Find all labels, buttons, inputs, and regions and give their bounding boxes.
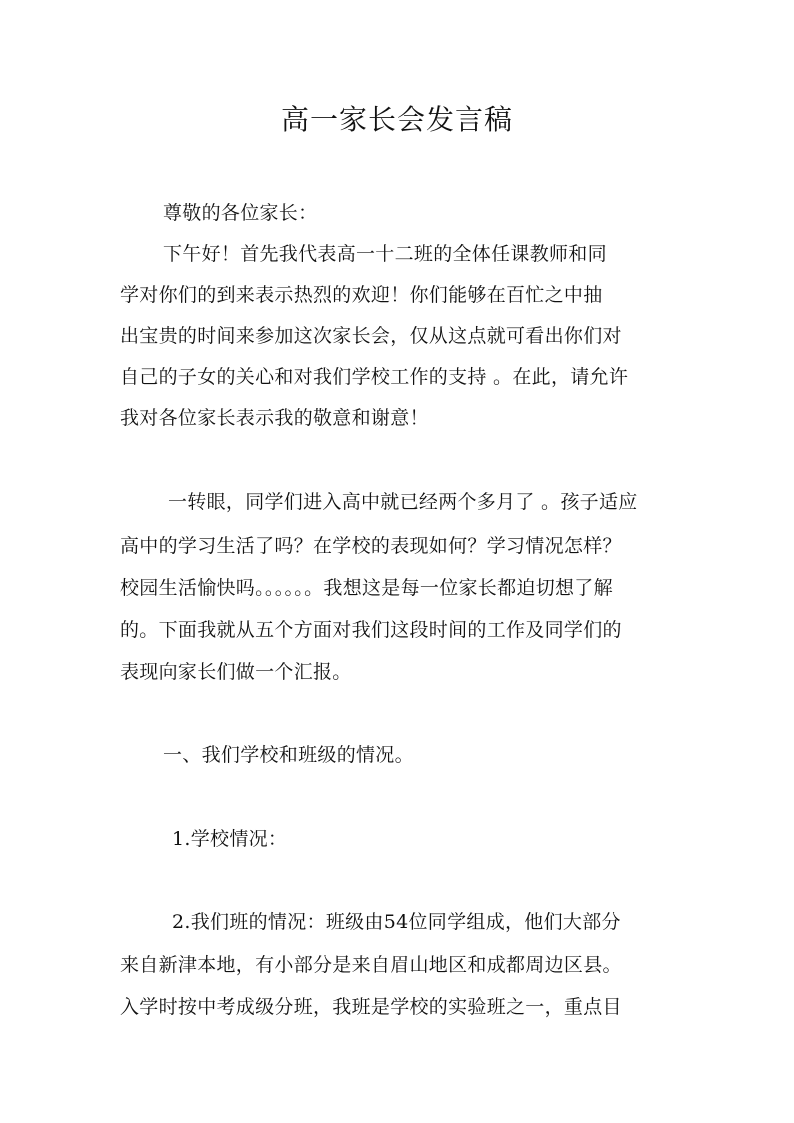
paragraph-2-line: 高中的学习生活了吗？在学校的表现如何？学习情况怎样？ [120, 535, 622, 557]
salutation: 尊敬的各位家长： [163, 202, 318, 224]
document-title: 高一家长会发言稿 [280, 103, 513, 136]
paragraph-2-line: 表现向家长们做一个汇报。 [120, 661, 352, 683]
paragraph-1-line: 学对你们的到来表示热烈的欢迎！你们能够在百忙之中抽 [120, 284, 603, 306]
item-2-line: 入学时按中考成级分班，我班是学校的实验班之一，重点目 [120, 996, 622, 1018]
paragraph-2-line: 的。下面我就从五个方面对我们这段时间的工作及同学们的 [120, 619, 622, 641]
item-1-school-info: 1.学校情况： [172, 828, 288, 850]
paragraph-1-line: 自己的子女的关心和对我们学校工作的支持 。在此，请允许 [120, 366, 629, 388]
paragraph-1-line: 我对各位家长表示我的敬意和谢意！ [120, 407, 429, 429]
item-2-line: 来自新津本地，有小部分是来自眉山地区和成都周边区县。 [120, 954, 622, 976]
paragraph-2-line: 一转眼，同学们进入高中就已经两个多月了 。孩子适应 [168, 491, 638, 513]
paragraph-2-line: 校园生活愉快吗。。。。。。我想这是每一位家长都迫切想了解 [120, 577, 613, 599]
paragraph-1-line: 出宝贵的时间来参加这次家长会，仅从这点就可看出你们对 [120, 325, 622, 347]
section-1-heading: 一、我们学校和班级的情况。 [163, 744, 414, 766]
item-2-line: 2.我们班的情况：班级由54位同学组成，他们大部分 [172, 911, 621, 933]
paragraph-1-line: 下午好！首先我代表高一十二班的全体任课教师和同 [163, 243, 607, 265]
